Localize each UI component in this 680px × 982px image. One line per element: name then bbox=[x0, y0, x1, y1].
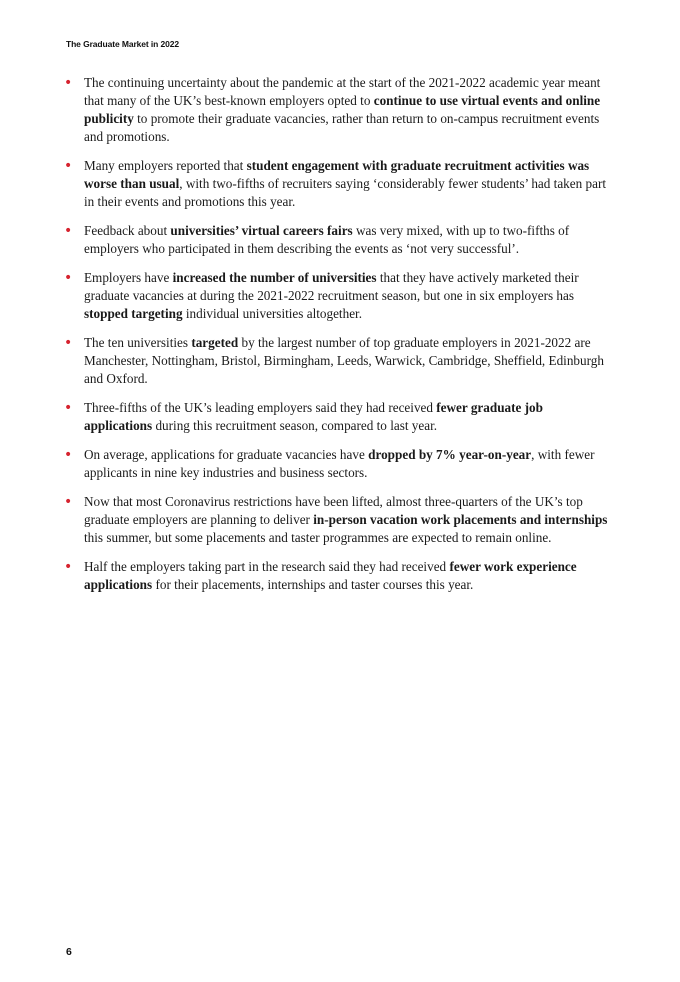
bullet-text: to promote their graduate vacancies, rather than return to on-campus recruitment events and promotions. bbox=[84, 111, 600, 144]
bullet-dot-icon: • bbox=[64, 270, 73, 286]
bullet-text-bold: continue to use virtual events and online publicity bbox=[84, 93, 601, 126]
bullet-text-bold: stopped targeting bbox=[84, 306, 183, 321]
bullet-dot-icon: • bbox=[64, 559, 73, 575]
bullet-dot-icon: • bbox=[64, 75, 73, 91]
bullet-text-bold: increased the number of universities bbox=[172, 270, 377, 285]
bullet-text: during this recruitment season, compared to last year. bbox=[152, 418, 438, 433]
bullet-text: , with fewer applicants in nine key industries and business sectors. bbox=[84, 447, 595, 480]
bullet-item bbox=[64, 558, 614, 594]
page-number: 6 bbox=[66, 946, 72, 958]
bullet-dot-icon: • bbox=[64, 447, 73, 463]
bullet-text: that they have actively marketed their graduate vacancies at during the 2021-2022 recruitment season, but one in six employers has bbox=[84, 270, 579, 303]
bullet-text-bold: student engagement with graduate recruitment activities was worse than usual bbox=[84, 158, 590, 191]
bullet-text: Many employers reported that bbox=[84, 158, 247, 173]
bullet-text-bold: in-person vacation work placements and internships bbox=[313, 512, 608, 527]
bullet-dot-icon: • bbox=[64, 158, 73, 174]
bullet-item bbox=[64, 493, 614, 547]
key-findings-list bbox=[64, 74, 614, 605]
bullet-text: Three-fifths of the UK’s leading employers said they had received bbox=[84, 400, 437, 415]
bullet-item bbox=[64, 446, 614, 482]
bullet-text: Employers have bbox=[84, 270, 173, 285]
bullet-item bbox=[64, 222, 614, 258]
bullet-item bbox=[64, 334, 614, 388]
bullet-text: individual universities altogether. bbox=[182, 306, 363, 321]
bullet-text-bold: fewer work experience applications bbox=[84, 559, 577, 592]
bullet-item bbox=[64, 269, 614, 323]
bullet-text: this summer, but some placements and taster programmes are expected to remain online. bbox=[84, 530, 552, 545]
bullet-item bbox=[64, 157, 614, 211]
bullet-text: The ten universities bbox=[84, 335, 192, 350]
bullet-text-bold: dropped by 7% year-on-year bbox=[368, 447, 532, 462]
bullet-text: , with two-fifths of recruiters saying ‘considerably fewer students’ had taken part in their events and promotions this year. bbox=[84, 176, 607, 209]
bullet-text-bold: targeted bbox=[191, 335, 239, 350]
bullet-item bbox=[64, 399, 614, 435]
bullet-dot-icon: • bbox=[64, 223, 73, 239]
bullet-dot-icon: • bbox=[64, 335, 73, 351]
bullet-text: Now that most Coronavirus restrictions have been lifted, almost three-quarters of the UK’s top graduate employers are planning to deliver bbox=[84, 494, 583, 527]
bullet-dot-icon: • bbox=[64, 494, 73, 510]
bullet-text-bold: fewer graduate job applications bbox=[84, 400, 543, 433]
bullet-text: Feedback about bbox=[84, 223, 171, 238]
bullet-text: Half the employers taking part in the research said they had received bbox=[84, 559, 450, 574]
bullet-text: On average, applications for graduate vacancies have bbox=[84, 447, 369, 462]
bullet-dot-icon: • bbox=[64, 400, 73, 416]
bullet-text: was very mixed, with up to two-fifths of employers who participated in them describing the events as ‘not very successful’. bbox=[84, 223, 570, 256]
bullet-item bbox=[64, 74, 614, 146]
bullet-text: The continuing uncertainty about the pandemic at the start of the 2021-2022 academic year meant that many of the UK’s best-known employers opted to bbox=[84, 75, 601, 108]
running-header: The Graduate Market in 2022 bbox=[66, 39, 180, 49]
bullet-text-bold: universities’ virtual careers fairs bbox=[170, 223, 353, 238]
bullet-text: for their placements, internships and taster courses this year. bbox=[152, 577, 474, 592]
bullet-text: by the largest number of top graduate employers in 2021-2022 are Manchester, Nottingham, Bristol, Birmingham, Leeds, Warwick, Cambridge, Sheffield, Edinburgh and Oxford. bbox=[84, 335, 604, 386]
